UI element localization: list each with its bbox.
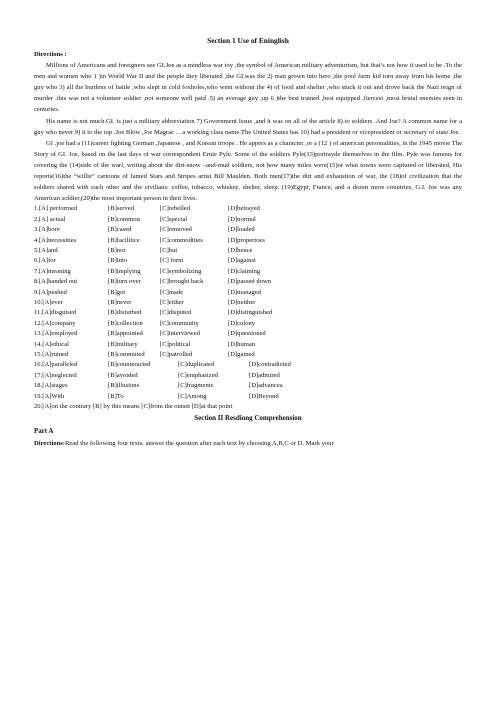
directions-label: Directions : [34, 51, 67, 58]
option-b: [B]got [108, 288, 126, 296]
option-a: 10.[A]ever [34, 298, 63, 306]
passage-paragraph-3 [34, 138, 462, 205]
passage-text-3: GI .joe had a (11)career fighting German ,Japanese , and Korean troops . He appers as a character ,or a (12 ) of american personalities, in the 1945 movie The Story of GI. Joe, based on the last days of war correspondent Ernie Pyle. Some of the soldiers Pyle(13)portrayde themselves in the film. Pyle was famous for covering the (14)side of the warl, writing about the dirt-snow –and-mud soldiers, not how many miles were(15)or what towns were captured or liberated, His reports(16)the “willie” cartoons of famed Stars and Stripes artist Bill Maulden. Both men(17)the dirt and exhaustion of war, the (18)of civilization that the soldiers shared with each other and the civilians: coffee, tobacco, whiskey, shelter, sleep. (19)Egypt, France, and a dozen more countries, G.I. Joe was any American soldier,(20)the most important person in their lives. [34, 139, 462, 203]
option-c: [C]emphasized [178, 371, 218, 379]
option-b: [B]To [108, 392, 124, 400]
option-row [34, 288, 462, 298]
option-row [34, 298, 462, 308]
part-a-heading: Part A [34, 428, 54, 436]
option-b: [B]appointed [108, 330, 143, 338]
option-d: [D]claiming [228, 267, 261, 275]
option-c: [C]political [160, 340, 191, 348]
section1-title: Section 1 Use of Eninglish [207, 36, 289, 45]
option-d: [D]human [228, 340, 256, 348]
passage-text-2: His name is not much.GI. is just a military abbreviation 7) Government Issue ,and it was on all of the article 8) to soldiers .And Joe? A common name for a guy who never 9) it to the top .Joe Blow ,Joe Magrac …a working class name.The United States has 10) had a president or vicepresident or secretary of state Joe. [34, 117, 462, 136]
option-a: 12.[A]company [34, 319, 76, 327]
option-row [34, 215, 462, 225]
option-b: [B]disturbed [108, 309, 142, 317]
option-row [34, 277, 462, 287]
option-d: [D]gained [228, 351, 255, 358]
option-row [34, 236, 462, 246]
option-b: [B]commuted [108, 351, 145, 358]
option-d: [D]normal [228, 215, 256, 223]
option-b: [B]common [108, 215, 140, 223]
option-row [34, 246, 462, 256]
option-a: 19.[A]With [34, 392, 65, 400]
option-b: [B]counteracted [108, 361, 151, 369]
option-b: [B]facilitice [108, 236, 140, 244]
option-a: 13.[A]employed [34, 330, 78, 338]
option-a: 4.[A]necessities [34, 236, 77, 244]
options-list [34, 204, 462, 402]
option-c: [C]disputed [160, 309, 192, 317]
option-b: [B]illusions [108, 382, 140, 390]
option-b: [B]cased [108, 226, 132, 234]
option-row [34, 308, 462, 318]
option-c: [C]made [160, 288, 184, 296]
option-d: [D]betrayed [228, 205, 260, 213]
option-a: 8.[A]handed out [34, 278, 78, 286]
option-d: [D]distinguished [228, 309, 273, 317]
option-row [34, 340, 462, 350]
option-d: [D]neither [228, 298, 256, 306]
passage-paragraph-2 [34, 116, 462, 138]
option-row [34, 360, 462, 370]
option-d: [D]loaded [228, 226, 255, 234]
option-c: [C]rebelled [160, 205, 191, 213]
option-row [34, 371, 462, 381]
option-c: [C]fragments [178, 382, 214, 390]
option-c: [C]commodities [160, 236, 203, 244]
option-row [34, 256, 462, 266]
option-d: [D]propertoes [228, 236, 265, 244]
option-c: [C]duplicated [178, 361, 215, 369]
option-c: [C]Among [178, 392, 207, 400]
option-c: [C]interviewed [160, 330, 200, 338]
option-c: [C]patrolled [160, 351, 193, 358]
option-c: [C]but [160, 246, 178, 254]
option-d: [D]passed down [228, 278, 272, 286]
option-c: [C]either [160, 298, 184, 306]
option-c: [C]community [160, 319, 199, 327]
part-a-directions [34, 438, 462, 449]
option-d: [D]hence [228, 246, 253, 254]
option-a: 11.[A]disguised [34, 309, 77, 317]
option-a: 2.[A] actual [34, 215, 66, 223]
option-a: 9.[A]pushed [34, 288, 67, 296]
option-a: 7.[A]meaning [34, 267, 71, 275]
option-b: [B]military [108, 340, 138, 348]
option-row [34, 319, 462, 329]
passage-paragraph-1 [34, 60, 462, 115]
directions2-text: Read the following four texts. answer the question after each text by choosing A,B,C or D. Mark your [65, 440, 334, 448]
option-a: 14.[A]ethical [34, 340, 69, 348]
option-a: 5.[A]and [34, 246, 58, 254]
option-d: [D]colony [228, 319, 256, 327]
option-a: 1.[A] performed [34, 205, 78, 213]
option-b: [B]never [108, 298, 132, 306]
option-b: [B]implying [108, 267, 141, 275]
option-row-20: 20.[A]on the contrary [B] by this means [C]from the outset [D]at that point [34, 403, 233, 411]
option-row [34, 381, 462, 391]
option-a: 17.[A]neglected [34, 371, 77, 379]
option-b: [B]into [108, 257, 128, 265]
option-d: [D]contradicted [249, 361, 291, 369]
option-c: [C]brought back [160, 278, 204, 286]
option-d: [D]managed [228, 288, 261, 296]
option-d: [D]advancea [249, 382, 283, 390]
option-row [34, 350, 462, 360]
option-row [34, 225, 462, 235]
option-row [34, 267, 462, 277]
option-b: [B]nor [108, 246, 126, 254]
option-a: 3.[A]bore [34, 226, 60, 234]
option-c: [C]special [160, 215, 188, 223]
option-a: 15.[A]ruined [34, 351, 69, 358]
option-row [34, 392, 462, 402]
option-row [34, 329, 462, 339]
exam-page [34, 36, 462, 449]
option-row [34, 204, 462, 214]
option-b: [B]served [108, 205, 134, 213]
option-c: [C]removed [160, 226, 192, 234]
option-b: [B]avoided [108, 371, 138, 379]
option-c: [C]symbolizing [160, 267, 202, 275]
option-d: [D]admired [249, 371, 280, 379]
option-a: 6.[A]for [34, 257, 56, 265]
option-a: 16.[A]paralleled [34, 361, 78, 369]
directions2-label: Directions: [34, 440, 66, 448]
option-c: [C] form [160, 257, 184, 265]
option-a: 18.[A]stages [34, 382, 68, 390]
passage-text-1: Millions of Americans and foreigners see GI.Joe as a mindless war toy ,the symbol of American military adventurism, but that’s not how it used to be .To the men and women who 1 )in World War II and the people they liberated ,the GI.was the 2) man grown into hero ,the pool farm kid torn away from his home ,the guy who 3) all the burdens of battle ,who slept in cold foxholes,who went without the 4) of food and shelter ,who stuck it out and drove back the Nazi reign of murder .this was not a volunteer soldier ,not someone well paid .5) an average guy ,up 6 )the best trained ,best equipped ,fiercest ,most brutal enemies seen in centuries. [34, 62, 462, 114]
option-b: [B]turn over [108, 278, 141, 286]
section2-title: Section II Resdiong Comprehension [194, 414, 302, 423]
option-d: [D]against [228, 257, 256, 265]
option-d: [D]Beyond [249, 392, 279, 400]
option-d: [D]questioned [228, 330, 266, 338]
option-b: [B]collection [108, 319, 143, 327]
